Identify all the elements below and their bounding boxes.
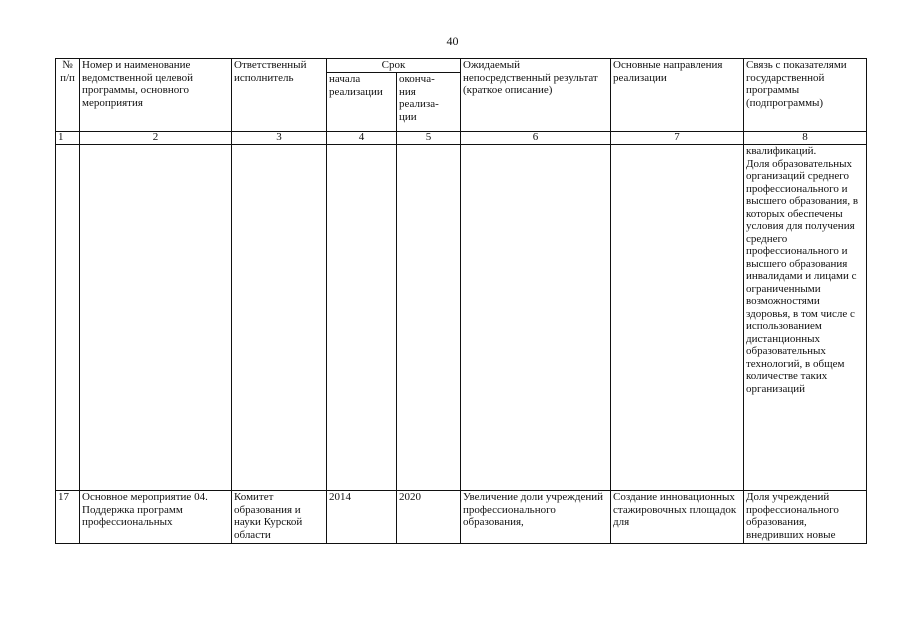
- header-term-end: оконча- ния реализа- ции: [397, 73, 461, 132]
- column-number: 2: [80, 132, 232, 145]
- cell-name: Основное мероприятие 04. Поддержка программ профессиональных: [80, 491, 232, 544]
- header-term: Срок: [327, 59, 461, 73]
- table-row-continuation: [56, 145, 867, 491]
- cell-link: Доля учреждений профессионального образования, внедривших новые: [744, 491, 867, 544]
- cell-empty: [232, 145, 327, 491]
- header-term-start: начала реализации: [327, 73, 397, 132]
- cell-end: 2020: [397, 491, 461, 544]
- header-result: Ожидаемый непосредственный результат (краткое описание): [461, 59, 611, 132]
- cell-executor: Комитет образования и науки Курской области: [232, 491, 327, 544]
- cell-empty: [611, 145, 744, 491]
- cell-link-continuation: квалификаций. Доля образовательных организаций среднего профессионального и высшего образования, в которых обеспечены условия для получения среднего профессионального и высшего образования инвалидами и лицами с ограниченными возможностями здоровья, в том числе с использованием дистанционных образовательных технологий, в общем количестве таких организаций: [744, 145, 867, 491]
- column-number: 3: [232, 132, 327, 145]
- header-num: № п/п: [56, 59, 80, 132]
- column-number: 5: [397, 132, 461, 145]
- cell-empty: [461, 145, 611, 491]
- column-number-row: [56, 132, 867, 145]
- header-executor: Ответственный исполнитель: [232, 59, 327, 132]
- column-number: 8: [744, 132, 867, 145]
- program-table: [55, 58, 867, 544]
- column-number: 4: [327, 132, 397, 145]
- table-row-17: [56, 491, 867, 544]
- cell-result: Увеличение доли учреждений профессионального образования,: [461, 491, 611, 544]
- header-link: Связь с показателями государственной программы (подпрограммы): [744, 59, 867, 132]
- header-row: [56, 59, 867, 73]
- header-directions: Основные направления реализации: [611, 59, 744, 132]
- cell-num: 17: [56, 491, 80, 544]
- cell-directions: Создание инновационных стажировочных площадок для: [611, 491, 744, 544]
- column-number: 6: [461, 132, 611, 145]
- cell-empty: [56, 145, 80, 491]
- header-name: Номер и наименование ведомственной целевой программы, основного мероприятия: [80, 59, 232, 132]
- column-number: 7: [611, 132, 744, 145]
- cell-empty: [80, 145, 232, 491]
- cell-empty: [397, 145, 461, 491]
- cell-empty: [327, 145, 397, 491]
- column-number: 1: [56, 132, 80, 145]
- cell-start: 2014: [327, 491, 397, 544]
- page-number: 40: [446, 34, 459, 48]
